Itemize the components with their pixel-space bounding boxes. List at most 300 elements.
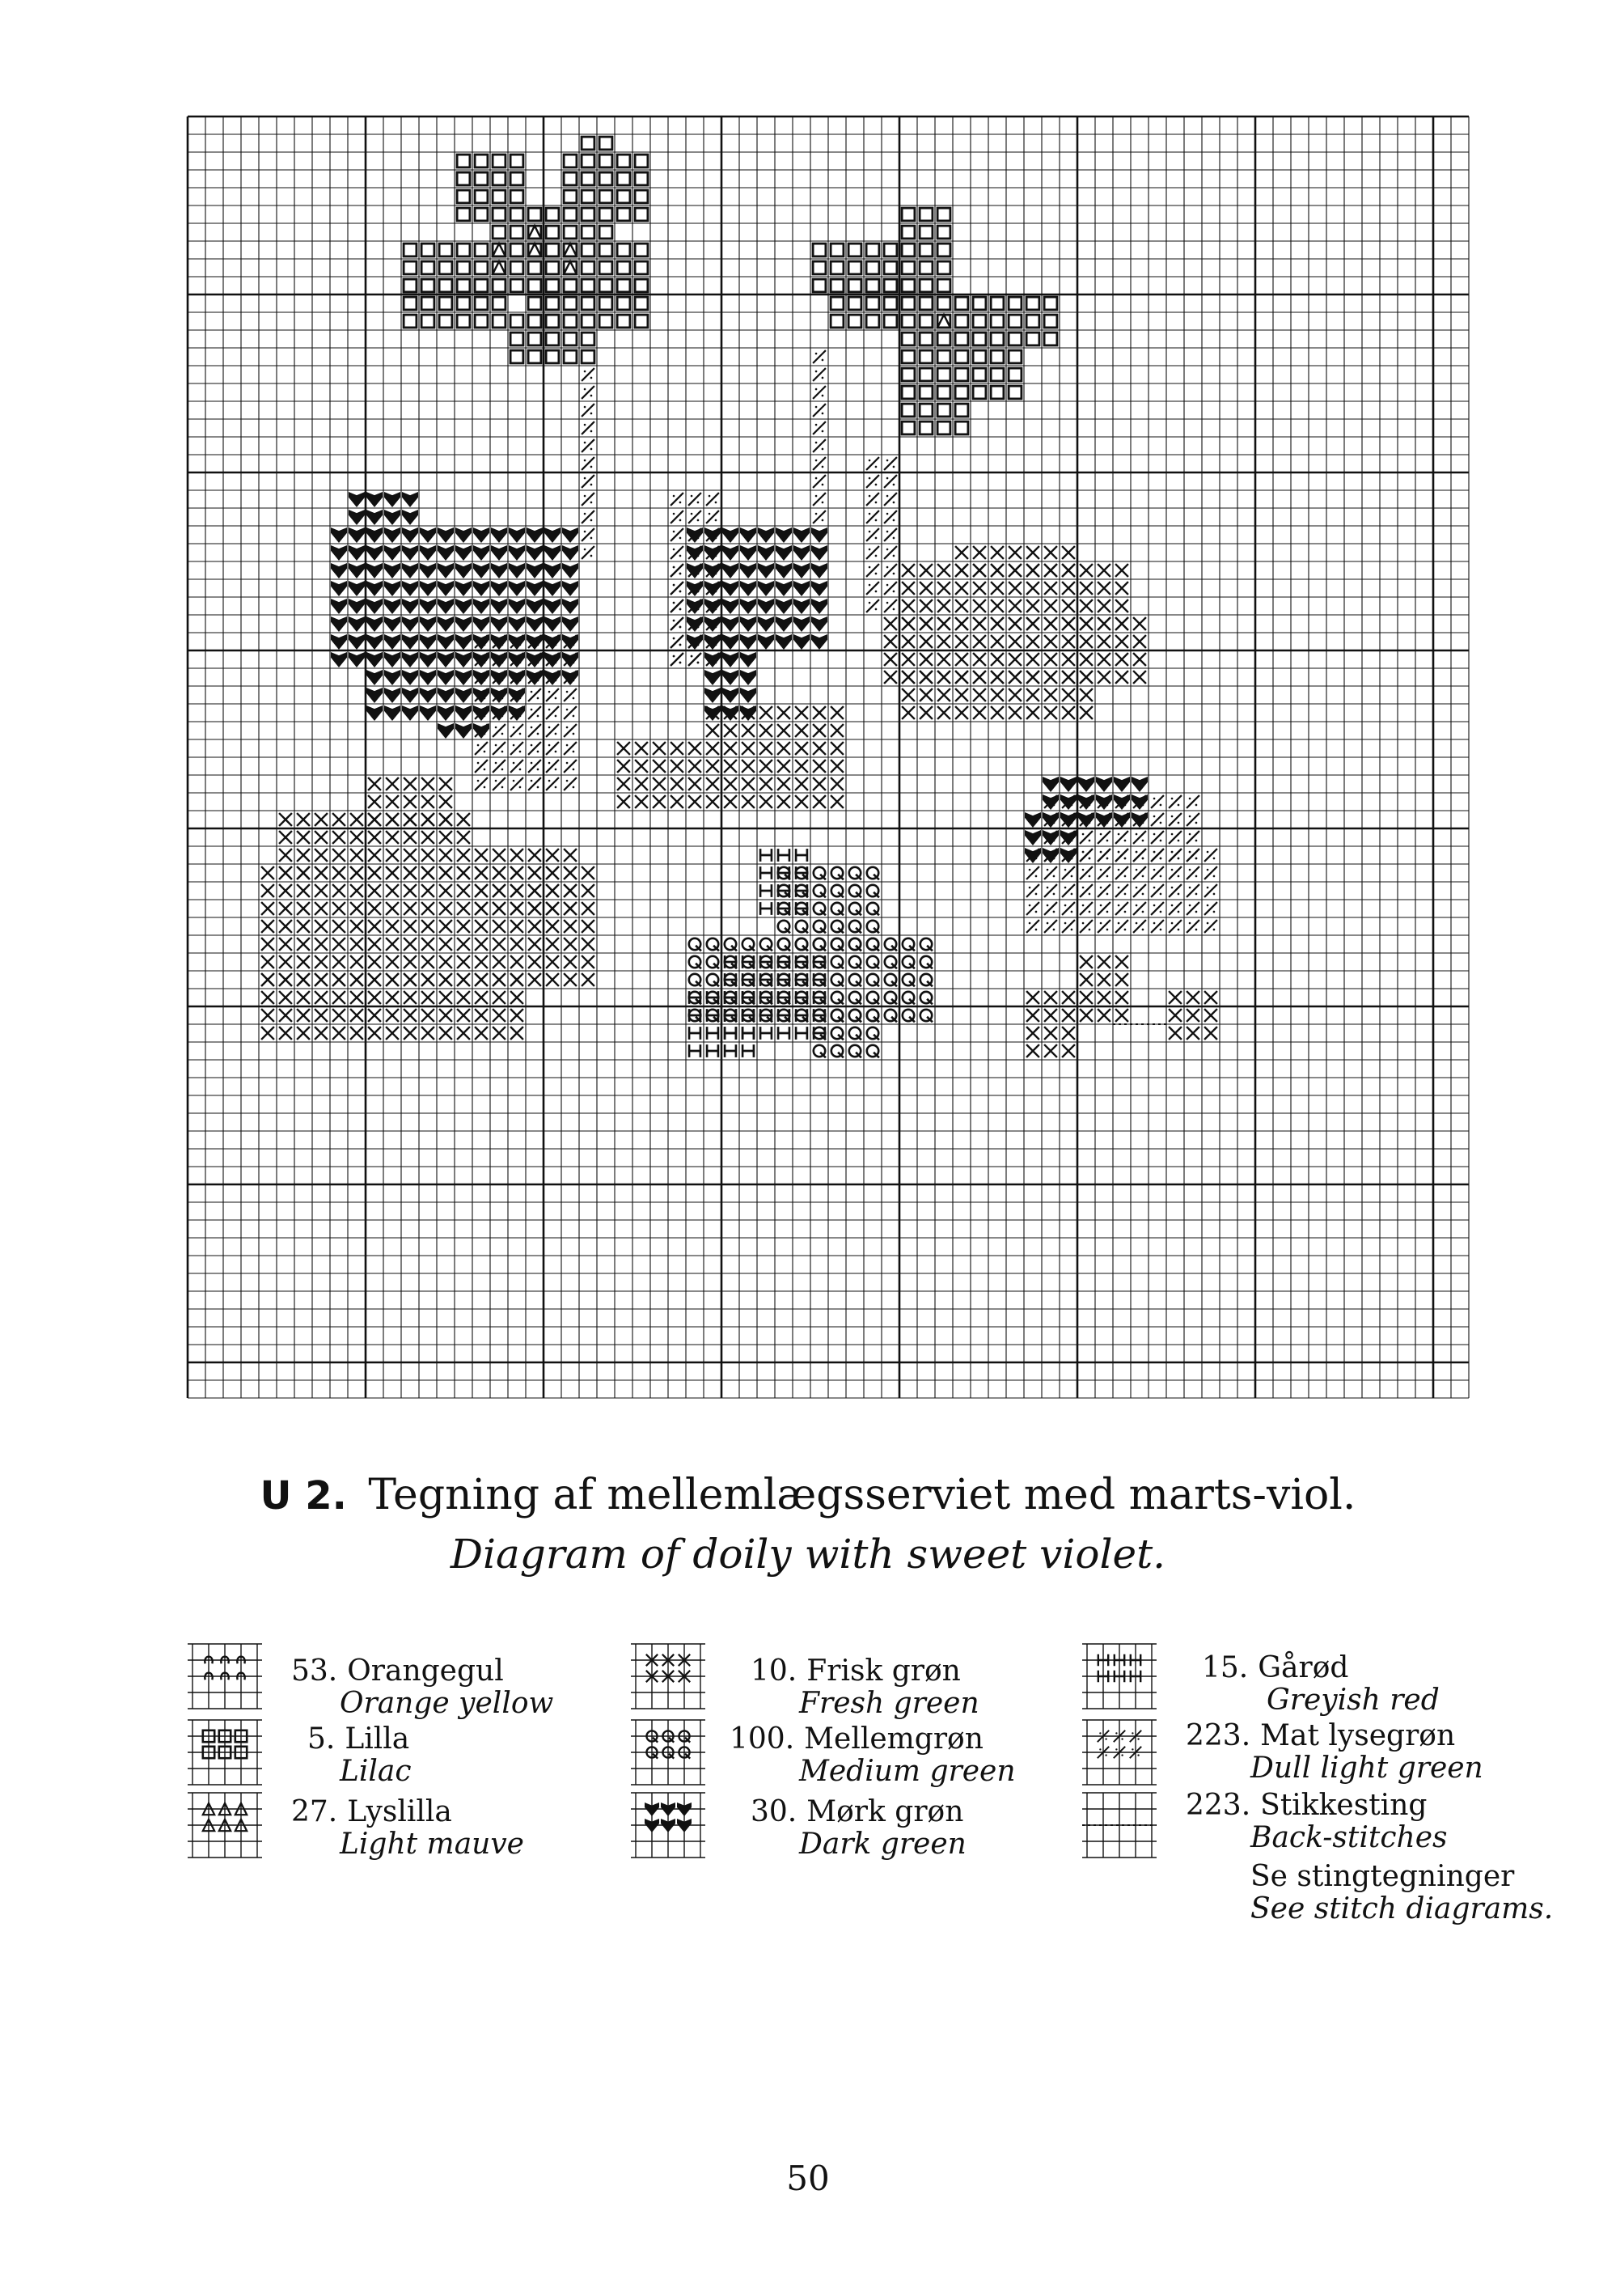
stitch-mark [402,545,418,561]
stitch-mark [1062,884,1075,897]
stitch-mark [725,1027,736,1040]
stitch-mark [366,652,383,667]
stitch-mark [1080,653,1093,666]
stitch-mark [973,564,986,577]
stitch-mark [991,706,1004,719]
stitch-mark [1009,688,1022,701]
stitch-mark [510,938,523,951]
stitch-mark [1009,315,1022,328]
stitch-mark [439,315,452,328]
stitch-mark [439,955,452,968]
stitch-mark [509,527,525,543]
stitch-mark [421,261,434,274]
stitch-mark [1080,973,1093,986]
stitch-mark [546,333,559,345]
legend-number: 30. [751,1795,797,1828]
stitch-mark [884,475,897,488]
stitch-mark [866,475,879,488]
figure-label: U 2. [260,1473,347,1519]
stitch-mark [421,1027,434,1040]
stitch-mark [885,956,897,969]
stitch-mark [564,760,577,773]
stitch-mark [1026,297,1039,310]
stitch-mark [867,1010,879,1023]
stitch-mark [777,742,790,755]
stitch-mark [386,849,399,862]
stitch-mark [1187,831,1199,844]
stitch-mark [920,315,933,328]
stitch-mark [902,617,915,630]
stitch-mark [1187,902,1199,915]
stitch-mark [1115,866,1128,879]
stitch-mark [973,582,986,595]
cross-stitch-chart [184,113,1485,1411]
stitch-mark [937,333,950,345]
stitch-mark [742,795,755,808]
stitch-mark [599,137,612,150]
stitch-mark [920,226,933,239]
stitch-mark [991,368,1004,381]
stitch-mark [261,920,274,933]
stitch-mark [831,1027,844,1040]
stitch-mark [973,617,986,630]
stitch-mark [599,279,612,292]
stitch-mark [814,903,826,916]
stitch-mark [404,1027,417,1040]
stitch-mark [1009,635,1022,648]
stitch-mark [707,974,719,987]
stitch-mark [902,688,915,701]
stitch-mark [671,617,683,630]
stitch-mark [688,795,701,808]
stitch-mark [776,616,792,632]
stitch-mark [1204,866,1217,879]
legend-name-da: Lilla [345,1722,410,1756]
stitch-mark [884,457,897,470]
stitch-mark [1115,955,1128,968]
stitch-mark [811,634,827,650]
stitch-mark [404,813,417,826]
stitch-mark [546,920,559,933]
stitch-mark [725,938,737,951]
stitch-mark [617,190,630,203]
stitch-mark [297,866,310,879]
stitch-mark [331,527,347,543]
stitch-mark [491,527,507,543]
stitch-mark [1044,1044,1057,1057]
stitch-mark [404,795,417,808]
stitch-mark [349,616,365,632]
stitch-mark [564,155,577,167]
stitch-mark [937,261,950,274]
stitch-mark [635,297,648,310]
stitch-mark [740,563,756,578]
stitch-mark [1044,635,1057,648]
stitch-mark [813,777,826,790]
stitch-mark [457,813,470,826]
stitch-mark [366,563,383,578]
stitch-mark [920,315,933,328]
stitch-mark [546,315,559,328]
stitch-mark [475,172,488,185]
stitch-mark [404,884,417,897]
stitch-mark [740,545,756,561]
stitch-mark [776,599,792,614]
stitch-mark [1204,1009,1217,1022]
stitch-mark [635,190,648,203]
stitch-mark [332,866,345,879]
stitch-mark [758,599,774,614]
stitch-mark [742,760,755,773]
stitch-mark [973,546,986,559]
stitch-mark [473,616,489,632]
stitch-mark [1062,706,1075,719]
stitch-mark [937,368,950,381]
stitch-mark [582,350,594,363]
stitch-mark [1133,884,1146,897]
stitch-mark [599,208,612,221]
stitch-mark [420,563,436,578]
stitch-mark [473,527,489,543]
stitch-mark [795,777,808,790]
stitch-mark [973,350,986,363]
stitch-mark [332,1009,345,1022]
stitch-mark [510,760,523,773]
stitch-mark [866,315,879,328]
stitch-mark [831,938,844,951]
legend-entry [751,1655,979,1720]
stitch-mark [528,973,541,986]
stitch-mark [438,599,454,614]
stitch-mark [814,938,826,951]
stitch-mark [528,742,541,755]
stitch-mark [386,991,399,1004]
stitch-mark [562,563,578,578]
stitch-mark [510,350,523,363]
stitch-mark [546,279,559,292]
stitch-mark [493,902,506,915]
stitch-mark [1098,973,1110,986]
stitch-mark [510,155,523,167]
stitch-mark [493,155,506,167]
stitch-mark [315,866,328,879]
stitch-mark [955,582,968,595]
stitch-mark [937,244,950,256]
stitch-mark [297,955,310,968]
stitch-mark [1062,991,1075,1004]
stitch-mark [582,421,594,434]
stitch-mark [439,866,452,879]
legend-number: 10. [751,1654,797,1688]
stitch-mark [902,386,915,399]
stitch-mark [509,545,525,561]
stitch-mark [386,813,399,826]
stitch-mark [473,581,489,596]
stitch-mark [902,261,915,274]
stitch-mark [814,921,826,934]
stitch-mark [368,991,381,1004]
stitch-mark [671,528,683,541]
stitch-mark [493,866,506,879]
stitch-mark [439,244,452,256]
stitch-mark [689,938,701,951]
stitch-mark [813,706,826,719]
stitch-mark [1151,813,1164,826]
stitch-mark [866,261,879,274]
stitch-mark [546,315,559,328]
stitch-mark [546,350,559,363]
stitch-mark [706,510,719,523]
stitch-mark [420,545,436,561]
stitch-mark [1187,991,1199,1004]
stitch-mark [455,527,472,543]
stitch-mark [510,866,523,879]
stitch-mark [510,279,523,292]
stitch-mark [1187,849,1199,862]
stitch-mark [386,902,399,915]
stitch-mark [475,297,488,310]
stitch-mark [814,885,826,898]
stitch-mark [1062,546,1075,559]
stitch-mark [706,724,719,737]
stitch-mark [279,973,292,986]
stitch-mark [920,688,933,701]
stitch-mark [811,616,827,632]
stitch-mark [384,634,400,650]
stitch-mark [420,670,436,685]
stitch-mark [420,599,436,614]
stitch-mark [902,404,915,417]
key-lilac-icon [186,1718,264,1786]
stitch-mark [457,866,470,879]
stitch-mark [528,244,541,256]
stitch-mark [617,795,630,808]
stitch-mark [831,956,844,969]
stitch-mark [1044,920,1057,933]
stitch-mark [722,581,738,596]
stitch-mark [402,492,418,507]
stitch-mark [546,226,559,239]
stitch-mark [1115,599,1128,612]
stitch-mark [866,510,879,523]
stitch-mark [1080,617,1093,630]
stitch-mark [1080,599,1093,612]
stitch-mark [884,546,897,559]
stitch-mark [404,849,417,862]
stitch-mark [867,903,879,916]
stitch-mark [350,849,363,862]
stitch-mark [279,1009,292,1022]
stitch-mark [866,582,879,595]
stitch-mark [1151,795,1164,808]
stitch-mark [438,581,454,596]
stitch-mark [384,563,400,578]
stitch-mark [758,581,774,596]
stitch-mark [920,938,933,951]
stitch-mark [1187,1009,1199,1022]
stitch-mark [493,190,506,203]
stitch-mark [722,527,738,543]
stitch-mark [349,527,365,543]
legend-name-da: Mørk grøn [806,1795,964,1828]
stitch-mark [1026,1027,1039,1040]
stitch-mark [528,315,541,328]
stitch-mark [903,938,915,951]
stitch-mark [920,671,933,684]
stitch-mark [1098,653,1110,666]
stitch-mark [1133,671,1146,684]
stitch-mark [1098,582,1110,595]
stitch-mark [457,190,470,203]
stitch-mark [937,386,950,399]
stitch-mark [439,849,452,862]
stitch-mark [1009,546,1022,559]
stitch-mark [811,545,827,561]
stitch-mark [546,902,559,915]
stitch-mark [528,955,541,968]
stitch-mark [1098,955,1110,968]
stitch-mark [510,261,523,274]
stitch-mark [457,172,470,185]
stitch-mark [722,563,738,578]
stitch-mark [350,866,363,879]
stitch-mark [599,155,612,167]
stitch-mark [582,208,594,221]
stitch-mark [831,315,844,328]
stitch-mark [421,831,434,844]
stitch-mark [582,208,594,221]
stitch-mark [991,564,1004,577]
stitch-mark [1080,1009,1093,1022]
stitch-mark [867,1027,879,1040]
stitch-mark [831,974,844,987]
stitch-mark [582,155,594,167]
stitch-mark [510,973,523,986]
stitch-mark [617,172,630,185]
stitch-mark [955,546,968,559]
stitch-mark [740,688,756,703]
stitch-mark [331,563,347,578]
stitch-mark [297,991,310,1004]
stitch-mark [653,760,666,773]
stitch-mark [384,705,400,721]
stitch-mark [546,760,559,773]
stitch-mark [902,244,915,256]
stitch-mark [1098,902,1110,915]
stitch-mark [920,333,933,345]
stitch-mark [704,688,721,703]
stitch-mark [404,920,417,933]
stitch-mark [1044,315,1057,328]
stitch-mark [811,563,827,578]
stitch-mark [366,527,383,543]
stitch-mark [599,315,612,328]
stitch-mark [315,831,328,844]
stitch-mark [457,831,470,844]
stitch-mark [955,333,968,345]
stitch-mark [349,652,365,667]
stitch-mark [1026,884,1039,897]
stitch-mark [671,760,683,773]
stitch-mark [973,688,986,701]
stitch-mark [350,991,363,1004]
stitch-mark [866,564,879,577]
stitch-mark [384,545,400,561]
stitch-mark [707,956,719,969]
stitch-mark [1044,564,1057,577]
stitch-mark [811,527,827,543]
stitch-mark [1115,671,1128,684]
stitch-mark [1044,902,1057,915]
legend-entry [307,1723,412,1788]
stitch-mark [564,261,577,274]
stitch-mark [510,742,523,755]
stitch-mark [1009,333,1022,345]
stitch-mark [1098,884,1110,897]
legend-name-en: Medium green [799,1755,1016,1788]
stitch-mark [599,190,612,203]
stitch-mark [315,849,328,862]
stitch-mark [1062,920,1075,933]
stitch-mark [706,760,719,773]
stitch-mark [279,1027,292,1040]
stitch-mark [920,297,933,310]
stitch-mark [491,545,507,561]
stitch-mark [902,635,915,648]
stitch-mark [528,279,541,292]
stitch-mark [402,527,418,543]
stitch-mark [884,599,897,612]
stitch-mark [1062,564,1075,577]
stitch-mark [404,955,417,968]
stitch-mark [475,938,488,951]
stitch-mark [813,244,826,256]
stitch-mark [848,279,861,292]
stitch-mark [671,582,683,595]
stitch-mark [955,386,968,399]
stitch-mark [740,634,756,650]
stitch-mark [564,688,577,701]
legend-entry [1186,1790,1553,1925]
stitch-mark [421,1009,434,1022]
stitch-mark [920,386,933,399]
stitch-mark [510,777,523,790]
stitch-mark [831,903,844,916]
stitch-mark [582,244,594,256]
stitch-mark [582,244,594,256]
stitch-mark [564,866,577,879]
stitch-mark [937,599,950,612]
stitch-mark [384,527,400,543]
stitch-mark [617,742,630,755]
stitch-mark [1204,1027,1217,1040]
stitch-mark [813,475,826,488]
stitch-mark [493,991,506,1004]
stitch-mark [1115,653,1128,666]
stitch-mark [991,315,1004,328]
stitch-mark [707,1044,718,1057]
stitch-mark [1062,635,1075,648]
stitch-mark [528,760,541,773]
stitch-mark [420,634,436,650]
stitch-mark [742,1044,754,1057]
stitch-mark [848,297,861,310]
stitch-mark [635,742,648,755]
stitch-mark [297,831,310,844]
stitch-mark [866,546,879,559]
stitch-mark [688,510,701,523]
stitch-mark [279,938,292,951]
